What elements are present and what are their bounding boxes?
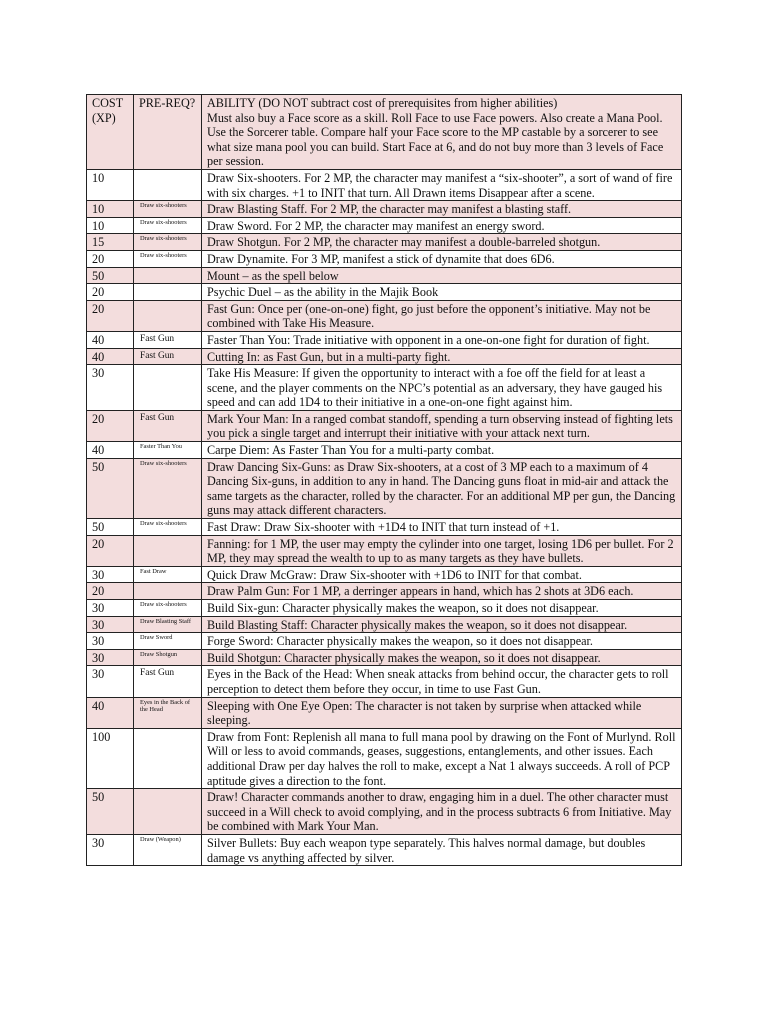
ability-row xyxy=(87,728,682,788)
ability-prereq xyxy=(134,789,202,835)
ability-text: Build Blasting Staff: Character physically makes the weapon, so it does not disappear. xyxy=(202,616,682,633)
ability-prereq xyxy=(134,583,202,600)
ability-text: Fast Draw: Draw Six-shooter with +1D4 to INIT that turn instead of +1. xyxy=(202,519,682,536)
ability-prereq: Fast Gun xyxy=(134,410,202,441)
ability-row xyxy=(87,583,682,600)
ability-cost: 30 xyxy=(87,649,134,666)
ability-row xyxy=(87,442,682,459)
header-cost: COST (XP) xyxy=(87,95,134,170)
ability-row xyxy=(87,834,682,865)
ability-cost: 10 xyxy=(87,169,134,200)
ability-text: Silver Bullets: Buy each weapon type separately. This halves normal damage, but doubles damage vs anything affected by silver. xyxy=(202,834,682,865)
ability-prereq xyxy=(134,728,202,788)
ability-prereq: Eyes in the Back of the Head xyxy=(134,697,202,728)
ability-text: Forge Sword: Character physically makes the weapon, so it does not disappear. xyxy=(202,633,682,650)
ability-cost: 20 xyxy=(87,300,134,331)
ability-cost: 20 xyxy=(87,250,134,267)
ability-row xyxy=(87,458,682,518)
ability-row xyxy=(87,348,682,365)
ability-text: Draw Shotgun. For 2 MP, the character may manifest a double-barreled shotgun. xyxy=(202,234,682,251)
ability-row xyxy=(87,649,682,666)
ability-row xyxy=(87,201,682,218)
ability-prereq: Fast Gun xyxy=(134,348,202,365)
ability-row xyxy=(87,267,682,284)
ability-row xyxy=(87,217,682,234)
ability-prereq: Draw six-shooters xyxy=(134,201,202,218)
ability-text: Draw! Character commands another to draw, engaging him in a duel. The other character must succeed in a Will check to avoid complying, and in the process subtracts 6 from Initiative. May be combined with Mark Your Man. xyxy=(202,789,682,835)
ability-cost: 30 xyxy=(87,834,134,865)
ability-text: Sleeping with One Eye Open: The character is not taken by surprise when attacked while sleeping. xyxy=(202,697,682,728)
ability-cost: 15 xyxy=(87,234,134,251)
ability-row xyxy=(87,365,682,411)
ability-prereq: Draw six-shooters xyxy=(134,600,202,617)
ability-row xyxy=(87,616,682,633)
ability-text: Cutting In: as Fast Gun, but in a multi-party fight. xyxy=(202,348,682,365)
ability-prereq: Faster Than You xyxy=(134,442,202,459)
ability-row xyxy=(87,300,682,331)
ability-row xyxy=(87,600,682,617)
ability-text: Fanning: for 1 MP, the user may empty the cylinder into one target, losing 1D6 per bullet. For 2 MP, they may spread the wealth to up to as many targets as they have bullets. xyxy=(202,535,682,566)
ability-text: Draw Dancing Six-Guns: as Draw Six-shooters, at a cost of 3 MP each to a maximum of 4 Dancing Six-guns, in addition to any in hand. The Dancing guns float in mid-air and attack the same targets as the character, rolled by the character. For an additional MP per gun, the Dancing guns may attack different characters. xyxy=(202,458,682,518)
ability-text: Draw Sword. For 2 MP, the character may manifest an energy sword. xyxy=(202,217,682,234)
ability-text: Take His Measure: If given the opportunity to interact with a foe off the field for at least a scene, and the player comments on the NPC’s potential as an adversary, they have gauged his speed and can add 1D4 to their initiative in a one-on-one fight against him. xyxy=(202,365,682,411)
ability-cost: 50 xyxy=(87,519,134,536)
ability-prereq xyxy=(134,535,202,566)
ability-prereq: Draw (Weapon) xyxy=(134,834,202,865)
ability-prereq xyxy=(134,169,202,200)
ability-prereq: Draw six-shooters xyxy=(134,458,202,518)
ability-prereq xyxy=(134,300,202,331)
ability-text: Fast Gun: Once per (one-on-one) fight, go just before the opponent’s initiative. May not be combined with Take His Measure. xyxy=(202,300,682,331)
abilities-table xyxy=(86,94,682,866)
ability-text: Quick Draw McGraw: Draw Six-shooter with +1D6 to INIT for that combat. xyxy=(202,566,682,583)
ability-text: Carpe Diem: As Faster Than You for a multi-party combat. xyxy=(202,442,682,459)
ability-cost: 30 xyxy=(87,566,134,583)
ability-row xyxy=(87,250,682,267)
ability-prereq: Draw six-shooters xyxy=(134,234,202,251)
ability-cost: 30 xyxy=(87,666,134,697)
ability-prereq: Draw six-shooters xyxy=(134,519,202,536)
ability-row xyxy=(87,697,682,728)
ability-text: Draw Palm Gun: For 1 MP, a derringer appears in hand, which has 2 shots at 3D6 each. xyxy=(202,583,682,600)
ability-prereq: Draw Shotgun xyxy=(134,649,202,666)
ability-text: Build Six-gun: Character physically makes the weapon, so it does not disappear. xyxy=(202,600,682,617)
ability-prereq: Fast Gun xyxy=(134,666,202,697)
ability-cost: 20 xyxy=(87,410,134,441)
ability-text: Mount – as the spell below xyxy=(202,267,682,284)
ability-cost: 50 xyxy=(87,267,134,284)
ability-text: Draw from Font: Replenish all mana to full mana pool by drawing on the Font of Murlynd. Roll Will or less to avoid commands, geases, suggestions, entanglements, and other issues. Each additional Draw per day halves the roll to make, except a Nat 1 always succeeds. A roll of PCP aptitude gives a direction to the font. xyxy=(202,728,682,788)
ability-text: Draw Dynamite. For 3 MP, manifest a stick of dynamite that does 6D6. xyxy=(202,250,682,267)
ability-cost: 20 xyxy=(87,583,134,600)
ability-cost: 30 xyxy=(87,365,134,411)
ability-cost: 40 xyxy=(87,331,134,348)
ability-prereq xyxy=(134,267,202,284)
ability-text: Draw Six-shooters. For 2 MP, the character may manifest a “six-shooter”, a sort of wand of fire with six charges. +1 to INIT that turn. All Drawn items Disappear after a scene. xyxy=(202,169,682,200)
ability-text: Mark Your Man: In a ranged combat standoff, spending a turn observing instead of fighting lets you pick a single target and interrupt their initiative with your attack next turn. xyxy=(202,410,682,441)
ability-cost: 20 xyxy=(87,535,134,566)
ability-prereq xyxy=(134,365,202,411)
ability-cost: 30 xyxy=(87,616,134,633)
ability-prereq: Draw Blasting Staff xyxy=(134,616,202,633)
ability-prereq: Draw six-shooters xyxy=(134,217,202,234)
header-ability xyxy=(202,95,682,170)
ability-prereq xyxy=(134,284,202,301)
ability-row xyxy=(87,666,682,697)
ability-row xyxy=(87,633,682,650)
ability-prereq: Draw six-shooters xyxy=(134,250,202,267)
ability-row xyxy=(87,234,682,251)
ability-cost: 40 xyxy=(87,348,134,365)
ability-cost: 30 xyxy=(87,600,134,617)
ability-cost: 30 xyxy=(87,633,134,650)
ability-prereq: Draw Sword xyxy=(134,633,202,650)
ability-text: Eyes in the Back of the Head: When sneak attacks from behind occur, the character gets to roll perception to detect them before they occur, in time to use Fast Gun. xyxy=(202,666,682,697)
ability-prereq: Fast Gun xyxy=(134,331,202,348)
ability-cost: 10 xyxy=(87,217,134,234)
ability-cost: 10 xyxy=(87,201,134,218)
ability-cost: 100 xyxy=(87,728,134,788)
ability-row xyxy=(87,284,682,301)
ability-cost: 20 xyxy=(87,284,134,301)
ability-cost: 40 xyxy=(87,442,134,459)
ability-row xyxy=(87,169,682,200)
ability-text: Faster Than You: Trade initiative with opponent in a one-on-one fight for duration of fight. xyxy=(202,331,682,348)
ability-row xyxy=(87,331,682,348)
ability-row xyxy=(87,519,682,536)
header-ability-title: ABILITY (DO NOT subtract cost of prerequisites from higher abilities) xyxy=(207,96,558,110)
ability-row xyxy=(87,566,682,583)
ability-row xyxy=(87,535,682,566)
ability-text: Draw Blasting Staff. For 2 MP, the character may manifest a blasting staff. xyxy=(202,201,682,218)
ability-cost: 50 xyxy=(87,458,134,518)
ability-text: Build Shotgun: Character physically makes the weapon, so it does not disappear. xyxy=(202,649,682,666)
ability-cost: 50 xyxy=(87,789,134,835)
ability-prereq: Fast Draw xyxy=(134,566,202,583)
ability-cost: 40 xyxy=(87,697,134,728)
header-row xyxy=(87,95,682,170)
abilities-table-body xyxy=(87,95,682,866)
header-prereq: PRE-REQ? xyxy=(134,95,202,170)
ability-row xyxy=(87,410,682,441)
ability-text: Psychic Duel – as the ability in the Majik Book xyxy=(202,284,682,301)
header-intro: Must also buy a Face score as a skill. Roll Face to use Face powers. Also create a Mana Pool. Use the Sorcerer table. Compare half your Face score to the MP castable by a sorcerer to see what size mana pool you can build. Start Face at 6, and do not buy more than 3 levels of Face per session. xyxy=(207,110,664,169)
ability-row xyxy=(87,789,682,835)
